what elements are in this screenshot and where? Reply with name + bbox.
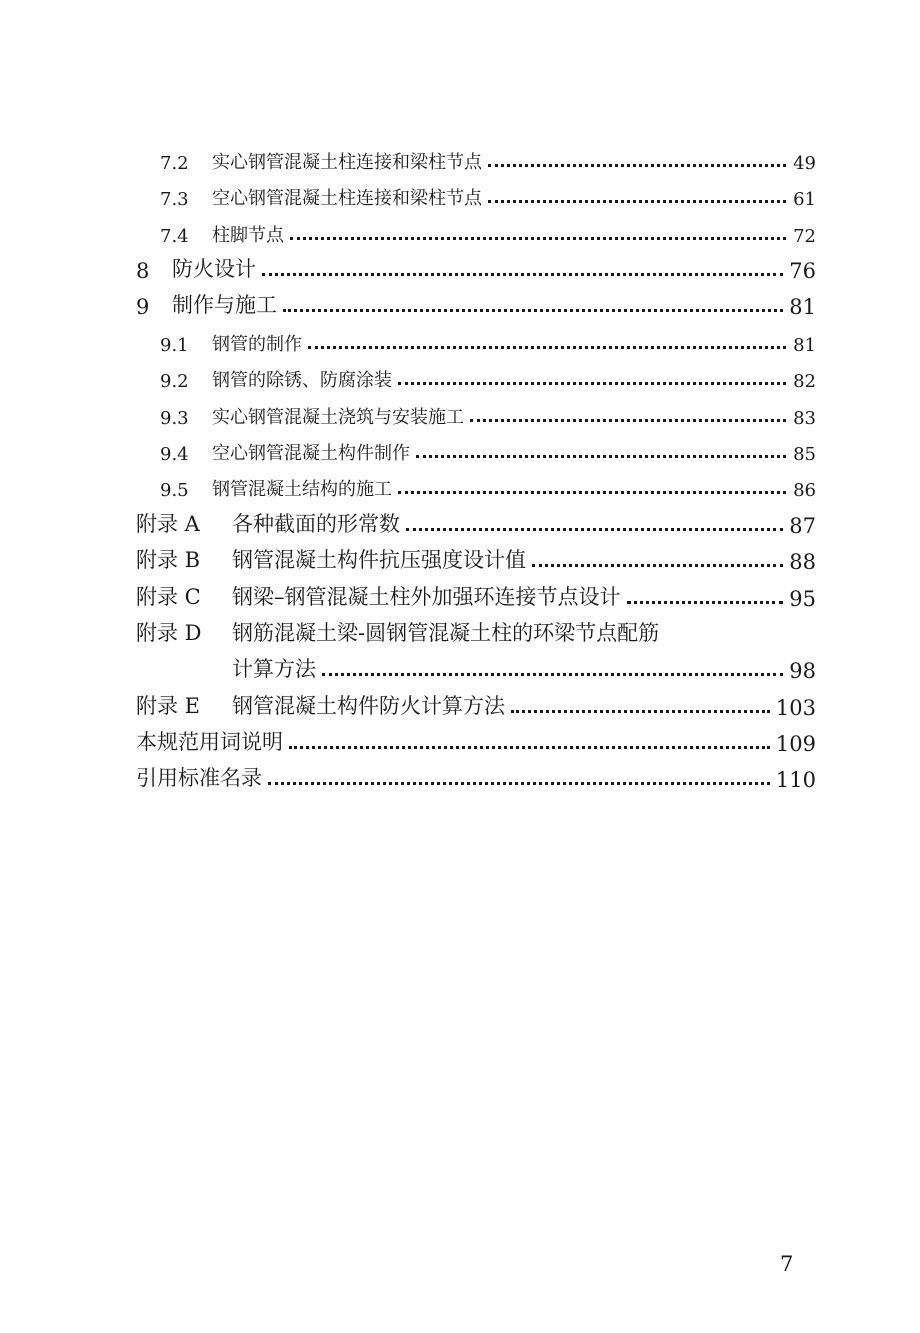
toc-number: 9.5: [160, 480, 189, 501]
toc-page: 98: [789, 659, 816, 683]
toc-page: 81: [789, 295, 816, 319]
toc-page: 86: [793, 480, 816, 501]
toc-number: 7.4: [160, 226, 189, 247]
toc-title-continuation: 计算方法: [232, 657, 316, 681]
toc-entry[interactable]: [0, 142, 816, 174]
toc-title: 实心钢管混凝土浇筑与安装施工: [212, 407, 464, 428]
toc-title: 本规范用词说明: [136, 730, 283, 754]
leader-dots: [406, 528, 783, 531]
toc-title: 钢管混凝土结构的施工: [212, 479, 392, 500]
toc-number: 9.3: [160, 408, 189, 429]
toc-entry[interactable]: [0, 324, 816, 356]
toc-entry[interactable]: [0, 287, 816, 319]
toc-entry[interactable]: [0, 688, 816, 720]
toc-title: 钢梁–钢管混凝土柱外加强环连接节点设计: [232, 585, 621, 609]
leader-dots: [398, 491, 786, 494]
toc-entry[interactable]: [0, 542, 816, 574]
toc-page: 61: [793, 189, 816, 210]
toc-number: 9.4: [160, 444, 189, 465]
toc-title: 钢筋混凝土梁-圆钢管混凝土柱的环梁节点配筋: [232, 621, 660, 645]
toc-number: 8: [136, 259, 150, 283]
toc-title: 钢管的制作: [212, 334, 302, 355]
toc-title: 防火设计: [172, 257, 256, 281]
leader-dots: [290, 237, 786, 240]
leader-dots: [488, 200, 786, 203]
toc-entry[interactable]: [0, 215, 816, 247]
toc-entry[interactable]: [0, 251, 816, 283]
toc-title: 空心钢管混凝土柱连接和梁柱节点: [212, 188, 482, 209]
toc-page: 87: [789, 514, 816, 538]
toc-page: 83: [793, 408, 816, 429]
toc-entry[interactable]: [0, 360, 816, 392]
page-number: 7: [780, 1252, 794, 1276]
leader-dots: [268, 782, 770, 785]
toc-entry[interactable]: [0, 397, 816, 429]
toc-title: 引用标准名录: [136, 766, 262, 790]
toc-entry[interactable]: [0, 615, 816, 647]
toc-page: 49: [793, 153, 816, 174]
toc-number: 附录 A: [136, 512, 200, 536]
leader-dots: [308, 346, 786, 349]
toc-entry[interactable]: [0, 760, 816, 792]
toc-title: 制作与施工: [172, 293, 277, 317]
toc-number: 附录 E: [136, 694, 201, 718]
toc-title: 钢管混凝土构件防火计算方法: [232, 694, 505, 718]
leader-dots: [322, 673, 783, 676]
toc-page: 81: [793, 335, 816, 356]
leader-dots: [398, 382, 786, 385]
leader-dots: [532, 564, 783, 567]
toc-page: 110: [775, 768, 816, 792]
toc-title: 各种截面的形常数: [232, 512, 400, 536]
toc-number: 9.1: [160, 335, 189, 356]
toc-title: 柱脚节点: [212, 225, 284, 246]
leader-dots: [283, 309, 783, 312]
toc-page: 85: [793, 444, 816, 465]
leader-dots: [627, 601, 784, 604]
toc-page: 88: [789, 550, 816, 574]
toc-entry-continuation[interactable]: [232, 651, 816, 683]
toc-title: 钢管混凝土构件抗压强度设计值: [232, 548, 526, 572]
toc-title: 实心钢管混凝土柱连接和梁柱节点: [212, 152, 482, 173]
leader-dots: [262, 273, 783, 276]
toc-number: 附录 B: [136, 548, 201, 572]
toc-number: 附录 C: [136, 585, 201, 609]
toc-number: 7.3: [160, 189, 189, 210]
leader-dots: [511, 710, 770, 713]
toc-title: 空心钢管混凝土构件制作: [212, 443, 410, 464]
toc-page: 95: [789, 587, 816, 611]
toc-entry[interactable]: [0, 506, 816, 538]
toc-page: 82: [793, 371, 816, 392]
leader-dots: [488, 164, 786, 167]
toc-number: 9: [136, 295, 150, 319]
toc-page: 109: [775, 732, 816, 756]
toc-page: 103: [775, 696, 816, 720]
toc-title: 钢管的除锈、防腐涂装: [212, 370, 392, 391]
toc-entry[interactable]: [0, 178, 816, 210]
leader-dots: [289, 746, 770, 749]
toc-entry[interactable]: [0, 724, 816, 756]
leader-dots: [470, 419, 786, 422]
toc-entry[interactable]: [0, 469, 816, 501]
toc-number: 9.2: [160, 371, 189, 392]
toc-page: 72: [793, 226, 816, 247]
toc-number: 附录 D: [136, 621, 202, 645]
toc-entry[interactable]: [0, 579, 816, 611]
toc-number: 7.2: [160, 153, 189, 174]
toc-page: 76: [789, 259, 816, 283]
leader-dots: [416, 455, 786, 458]
toc-entry[interactable]: [0, 433, 816, 465]
